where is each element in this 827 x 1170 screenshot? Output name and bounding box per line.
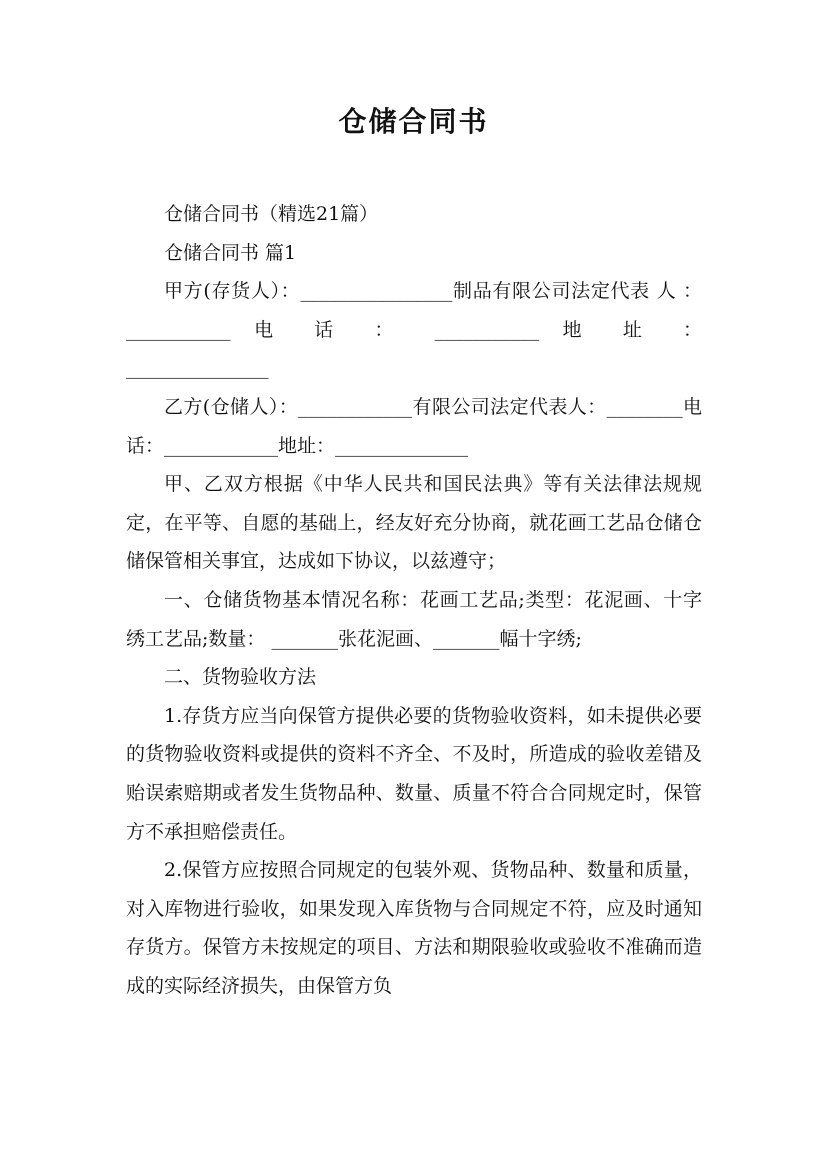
paragraph-clause-1: 一、仓储货物基本情况名称：花画工艺品;类型：花泥画、十字绣工艺品;数量： _______张花泥画、_______幅十字绣;: [126, 588, 702, 650]
paragraph-party-b: 乙方(仓储人）：____________有限公司法定代表人：________电话：____________地址：______________: [126, 395, 702, 457]
paragraph-section-heading: 仓储合同书 篇1: [164, 241, 297, 264]
paragraph-subtitle: 仓储合同书（精选21篇）: [164, 203, 379, 225]
paragraph-clause-2-item-1: 1.存货方应当向保管方提供必要的货物验收资料，如未提供必要的货物验收资料或提供的资料不齐全、不及时，所造成的验收差错及贻误索赔期或者发生货物品种、数量、质量不符合合同规定时，保管方不承担赔偿责任。: [126, 704, 702, 843]
paragraph-party-a-address-line: _______________: [126, 357, 269, 380]
paragraph-preamble: 甲、乙双方根据《中华人民共和国民法典》等有关法律法规规定，在平等、自愿的基础上，经友好充分协商，就花画工艺品仓储仓储保管相关事宜，达成如下协议，以兹遵守；: [126, 473, 702, 573]
paragraph-party-a: 甲方(存货人）：________________制品有限公司法定代表 人 ： ___________ 电 话 ： ___________ 地 址 ：: [126, 280, 702, 341]
document-body: [126, 195, 702, 1005]
paragraph-clause-2-item-2: 2.保管方应按照合同规定的包装外观、货物品种、数量和质量，对入库物进行验收，如果发现入库货物与合同规定不符，应及时通知存货方。保管方未按规定的项目、方法和期限验收或验收不准确而造成的实际经济损失，由保管方负: [126, 859, 702, 997]
paragraph-clause-2-heading: 二、货物验收方法: [164, 666, 317, 689]
document-title: 仓储合同书: [338, 105, 489, 138]
